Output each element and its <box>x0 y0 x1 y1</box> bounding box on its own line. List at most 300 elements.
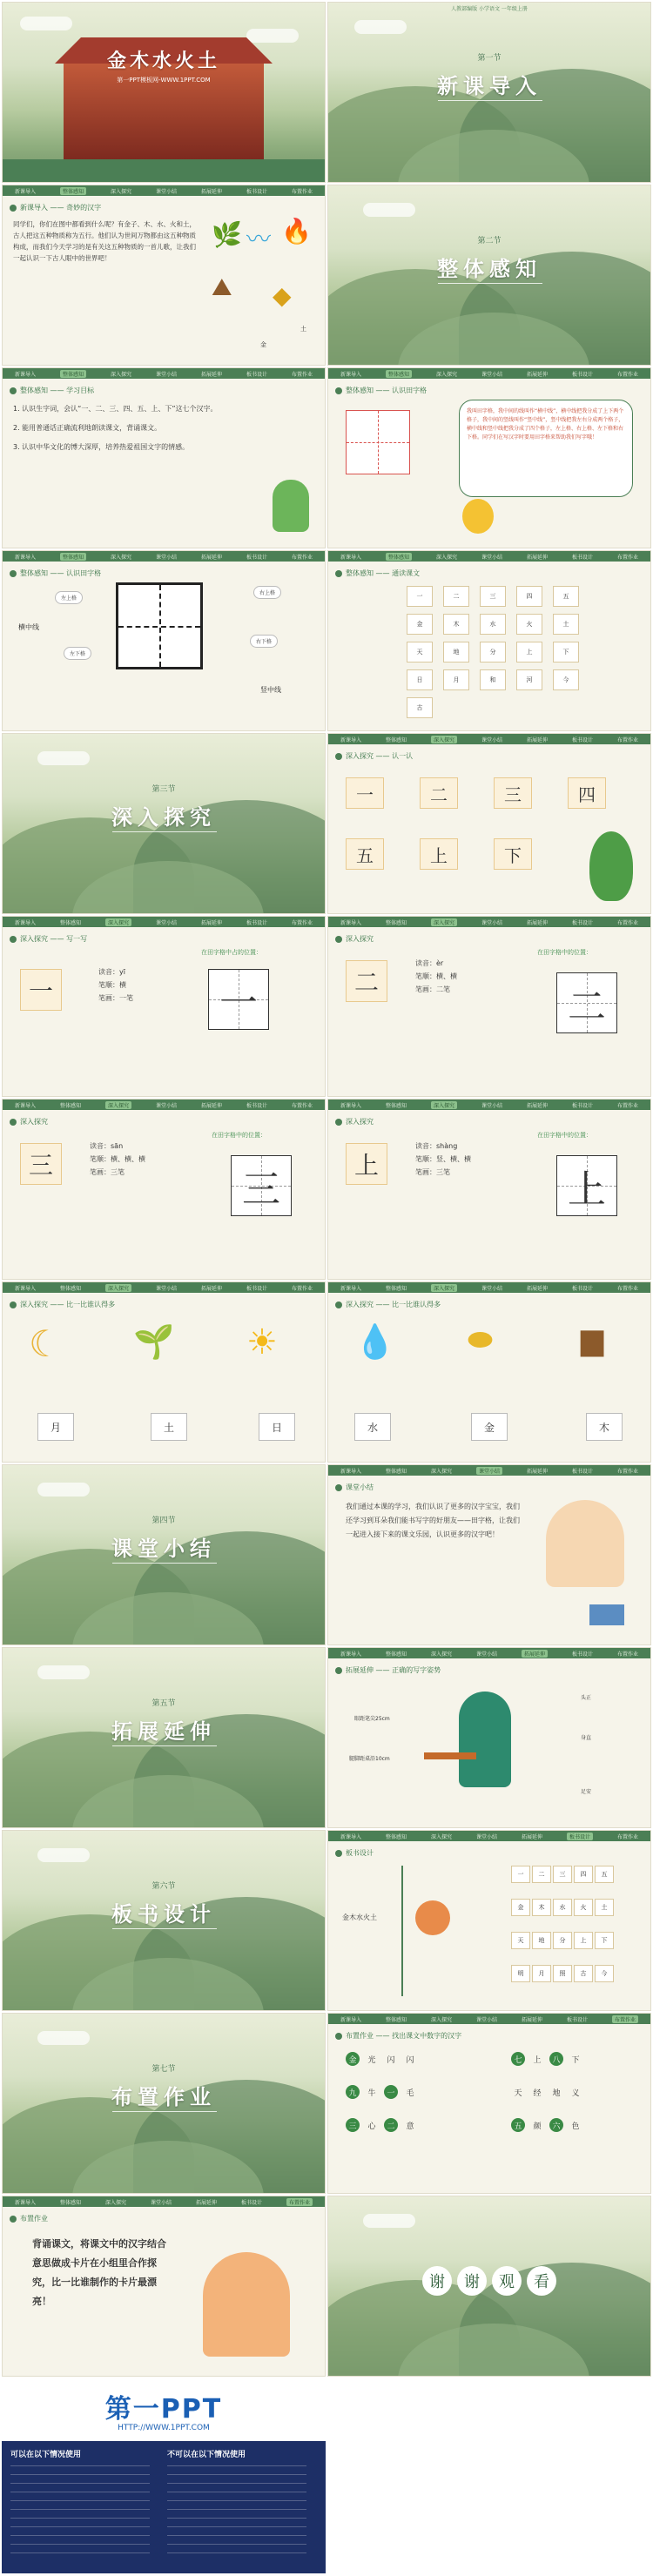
nav-item[interactable]: 深入探究 <box>110 188 131 195</box>
label-horizontal-line: 横中线 <box>18 623 39 631</box>
word-card[interactable]: 水 <box>354 1413 391 1441</box>
desk-icon <box>424 1752 476 1759</box>
bullet-icon <box>335 936 342 943</box>
char-stroke-order: 笔顺：横 <box>98 981 126 989</box>
nav-bar <box>328 551 650 562</box>
nav-item[interactable]: 板书设计 <box>246 371 267 378</box>
book-icon <box>589 1604 624 1625</box>
reading-char: 上 <box>516 642 542 662</box>
section-number: 第五节 <box>151 1699 176 1708</box>
cover-title: 金木水火土 <box>106 50 220 72</box>
nav-item[interactable]: 拓展延伸 <box>200 1285 222 1292</box>
nav-item-active[interactable]: 深入探究 <box>431 918 457 926</box>
idiom-char: 毛 <box>406 2088 414 2098</box>
nav-item[interactable]: 课堂小结 <box>155 371 177 378</box>
nav-item[interactable]: 板书设计 <box>571 554 593 561</box>
nav-item-active[interactable]: 深入探究 <box>431 1101 457 1109</box>
slide-reading[interactable] <box>327 550 651 731</box>
char-card[interactable]: 上 <box>420 838 458 870</box>
nav-item[interactable]: 课堂小结 <box>475 2016 497 2023</box>
nav-item-active[interactable]: 深入探究 <box>105 1284 131 1292</box>
board-char: 分 <box>553 1932 572 1949</box>
slide-board[interactable] <box>327 1830 651 2011</box>
word-card[interactable]: 月 <box>37 1413 74 1441</box>
nav-item-active[interactable]: 布置作业 <box>612 2015 638 2023</box>
nav-item[interactable]: 拓展延伸 <box>526 736 548 743</box>
bullet-icon <box>335 1301 342 1308</box>
nav-item[interactable]: 整体感知 <box>385 1833 407 1840</box>
nav-item[interactable]: 整体感知 <box>385 736 407 743</box>
board-char: 天 <box>511 1932 530 1949</box>
footer-link-list-right <box>167 2465 306 2561</box>
nav-item[interactable]: 整体感知 <box>59 919 81 926</box>
idiom-list-left <box>346 2052 417 2151</box>
nav-item[interactable]: 整体感知 <box>385 1468 407 1475</box>
nav-item-active[interactable]: 整体感知 <box>60 370 86 378</box>
reading-char: 今 <box>553 669 579 690</box>
board-char: 金 <box>511 1899 530 1916</box>
reading-char: 下 <box>553 642 579 662</box>
bullet-icon <box>10 570 17 577</box>
idiom-char: 八 <box>549 2052 563 2066</box>
nav-item[interactable]: 板书设计 <box>571 1102 593 1109</box>
char-card[interactable]: 四 <box>568 777 606 809</box>
nav-item[interactable]: 布置作业 <box>616 919 638 926</box>
reading-char: 和 <box>480 669 506 690</box>
nav-item[interactable]: 课堂小结 <box>155 919 177 926</box>
char-reading: 读音：yī <box>98 968 125 976</box>
slide-summary[interactable] <box>327 1464 651 1645</box>
idiom-row <box>511 2085 582 2099</box>
nav-item[interactable]: 板书设计 <box>246 919 267 926</box>
idiom-char: 闪 <box>406 2055 414 2065</box>
slide-header: 新课导入 —— 奇妙的汉字 <box>20 204 102 212</box>
student-desk-icon <box>203 2252 290 2357</box>
nav-item[interactable]: 布置作业 <box>291 1102 313 1109</box>
bullet-icon <box>10 387 17 394</box>
word-card[interactable]: 金 <box>471 1413 508 1441</box>
char-card[interactable]: 下 <box>494 838 532 870</box>
gold-ingot-icon: ⬬ <box>468 1322 494 1357</box>
thanks-char: 观 <box>492 2266 522 2296</box>
nav-item[interactable]: 新课导入 <box>14 919 36 926</box>
nav-item[interactable]: 新课导入 <box>340 554 361 561</box>
nav-bar <box>3 2196 325 2207</box>
nav-item[interactable]: 布置作业 <box>616 1468 638 1475</box>
reading-char: 月 <box>443 669 469 690</box>
gold-icon: ◆ <box>273 281 292 310</box>
nav-bar <box>328 1100 650 1110</box>
char-stroke-order: 笔顺：竖、横、横 <box>415 1155 471 1163</box>
char-reading: 读音：shàng <box>415 1142 458 1150</box>
nav-item[interactable]: 课堂小结 <box>481 554 502 561</box>
nav-item[interactable]: 课堂小结 <box>155 1102 177 1109</box>
elements-icon <box>415 1900 450 1935</box>
footer-cannot-title: 不可以在以下情况使用 <box>167 2451 246 2459</box>
word-card[interactable]: 木 <box>586 1413 623 1441</box>
slide-section-2[interactable] <box>327 185 651 366</box>
nav-item-active[interactable]: 课堂小结 <box>476 1467 502 1475</box>
slide-header: 布置作业 <box>20 2215 48 2223</box>
nav-item[interactable]: 布置作业 <box>291 919 313 926</box>
nav-bar <box>3 1100 325 1110</box>
reading-char: 土 <box>553 614 579 635</box>
bullet-icon <box>335 2033 342 2040</box>
footer-url: HTTP://WWW.1PPT.COM <box>118 2424 210 2432</box>
idiom-row <box>511 2118 582 2132</box>
sprout-icon: 🌱 <box>133 1322 175 1361</box>
char-card: 三 <box>20 1143 62 1185</box>
nav-bar <box>328 1648 650 1658</box>
nav-item[interactable]: 新课导入 <box>14 188 36 195</box>
nav-item[interactable]: 布置作业 <box>291 188 313 195</box>
slide-section-3[interactable] <box>2 733 326 914</box>
char-card[interactable]: 三 <box>494 777 532 809</box>
reading-char: 河 <box>516 669 542 690</box>
slide-compare-1[interactable] <box>2 1281 326 1463</box>
slide-homework-2[interactable] <box>2 2196 326 2377</box>
reading-char: 日 <box>407 669 433 690</box>
nav-item[interactable]: 新课导入 <box>14 1102 36 1109</box>
nav-item[interactable]: 新课导入 <box>340 371 361 378</box>
slide-header: 深入探究 <box>346 1118 374 1126</box>
nav-bar <box>328 368 650 379</box>
nav-item[interactable]: 新课导入 <box>14 2199 36 2206</box>
reading-char: 二 <box>443 586 469 607</box>
goal-item: 2. 能用普通话正确流利地朗读课文，背诵课文。 <box>13 424 162 432</box>
tianzige-char: 上 <box>556 1155 617 1216</box>
slide-compare-2[interactable] <box>327 1281 651 1463</box>
section-number: 第三节 <box>151 785 176 794</box>
nav-item-active[interactable]: 深入探究 <box>105 1101 131 1109</box>
nav-item[interactable]: 拓展延伸 <box>526 371 548 378</box>
char-card[interactable]: 一 <box>346 777 384 809</box>
idiom-char: 上 <box>533 2055 542 2065</box>
nav-item[interactable]: 板书设计 <box>571 1468 593 1475</box>
nav-item[interactable]: 板书设计 <box>246 1102 267 1109</box>
nav-item[interactable]: 课堂小结 <box>155 1285 177 1292</box>
nav-item[interactable]: 深入探究 <box>430 1468 452 1475</box>
nav-item[interactable]: 板书设计 <box>240 2199 262 2206</box>
nav-item[interactable]: 课堂小结 <box>481 919 502 926</box>
reading-char: 四 <box>516 586 542 607</box>
slide-homework[interactable] <box>327 2013 651 2194</box>
nav-bar <box>3 551 325 562</box>
nav-item[interactable]: 新课导入 <box>340 1651 361 1658</box>
slide-section-7[interactable] <box>2 2013 326 2194</box>
nav-item[interactable]: 布置作业 <box>616 554 638 561</box>
nav-item-active[interactable]: 整体感知 <box>60 553 86 561</box>
posture-label: 腿脚距桌沿10cm <box>349 1756 390 1762</box>
reading-char: 一 <box>407 586 433 607</box>
bullet-icon <box>335 1667 342 1674</box>
nav-item[interactable]: 课堂小结 <box>475 1833 497 1840</box>
slide-header: 布置作业 —— 找出课文中数字的汉字 <box>346 2032 462 2040</box>
nav-item[interactable]: 拓展延伸 <box>521 1833 542 1840</box>
idiom-char: 意 <box>406 2122 414 2131</box>
slide-header: 整体感知 —— 通读课文 <box>346 569 421 577</box>
char-card[interactable]: 五 <box>346 838 384 870</box>
nav-item[interactable]: 板书设计 <box>246 554 267 561</box>
nav-item[interactable]: 新课导入 <box>340 1285 361 1292</box>
idiom-char: 九 <box>346 2085 360 2099</box>
label-tu: 土 <box>300 326 306 333</box>
slide-header: 课堂小结 <box>346 1483 374 1491</box>
nav-item[interactable]: 拓展延伸 <box>526 1102 548 1109</box>
slide-header: 深入探究 —— 写一写 <box>20 935 88 943</box>
thanks-char: 看 <box>527 2266 556 2296</box>
board-title: 金木水火土 <box>342 1914 377 1921</box>
section-title: 新课导入 <box>437 74 542 98</box>
nav-item[interactable]: 整体感知 <box>59 2199 81 2206</box>
nav-item-active[interactable]: 整体感知 <box>60 187 86 195</box>
slide-stroke-yi[interactable] <box>2 916 326 1097</box>
footer-panel <box>2 2441 326 2573</box>
slide-header: 深入探究 —— 认一认 <box>346 752 414 760</box>
idiom-char: 光 <box>367 2055 376 2065</box>
nav-item[interactable]: 课堂小结 <box>475 1651 497 1658</box>
slide-header: 深入探究 <box>20 1118 48 1126</box>
cactus-mascot-icon <box>273 480 309 532</box>
slide-stroke-er[interactable] <box>327 916 651 1097</box>
reading-char: 火 <box>516 614 542 635</box>
slide-stroke-san[interactable] <box>2 1099 326 1280</box>
nav-item[interactable]: 拓展延伸 <box>200 919 222 926</box>
slide-section-4[interactable] <box>2 1464 326 1645</box>
nav-item[interactable]: 深入探究 <box>435 371 457 378</box>
slide-tianzige-1[interactable] <box>327 367 651 548</box>
nav-item[interactable]: 布置作业 <box>616 1833 638 1840</box>
nav-item-active[interactable]: 整体感知 <box>386 370 412 378</box>
nav-item[interactable]: 拓展延伸 <box>526 919 548 926</box>
nav-item-active[interactable]: 拓展延伸 <box>522 1650 548 1658</box>
nav-item[interactable]: 布置作业 <box>291 1285 313 1292</box>
nav-item[interactable]: 拓展延伸 <box>200 188 222 195</box>
nav-item[interactable]: 深入探究 <box>104 2199 126 2206</box>
nav-item[interactable]: 板书设计 <box>571 371 593 378</box>
nav-item[interactable]: 整体感知 <box>59 1102 81 1109</box>
nav-item[interactable]: 板书设计 <box>571 1285 593 1292</box>
nav-item[interactable]: 布置作业 <box>616 371 638 378</box>
bullet-icon <box>10 936 17 943</box>
nav-item[interactable]: 拓展延伸 <box>521 2016 542 2023</box>
water-icon: 〰 <box>246 225 272 253</box>
slide-section-5[interactable] <box>2 1647 326 1828</box>
word-card[interactable]: 日 <box>259 1413 295 1441</box>
slide-header: 深入探究 <box>346 935 374 943</box>
thanks-char: 谢 <box>457 2266 487 2296</box>
char-card[interactable]: 二 <box>420 777 458 809</box>
word-card[interactable]: 土 <box>151 1413 187 1441</box>
nav-item-active[interactable]: 布置作业 <box>286 2198 313 2206</box>
reading-char: 金 <box>407 614 433 635</box>
idiom-char: 义 <box>571 2088 580 2098</box>
position-label: 在田字格中的位置： <box>212 1132 266 1139</box>
section-title: 布置作业 <box>111 2085 216 2109</box>
nav-item[interactable]: 课堂小结 <box>155 554 177 561</box>
slide-goals[interactable] <box>2 367 326 548</box>
reading-char: 天 <box>407 642 433 662</box>
thanks-row <box>328 2266 650 2296</box>
slide-section-6[interactable] <box>2 1830 326 2011</box>
nav-item[interactable]: 深入探究 <box>430 1651 452 1658</box>
label-top-left: 左上格 <box>55 591 83 604</box>
tree-icon: 🌿 <box>212 220 242 249</box>
nav-item[interactable]: 拓展延伸 <box>200 554 222 561</box>
nav-item[interactable]: 布置作业 <box>616 736 638 743</box>
nav-item-active[interactable]: 深入探究 <box>431 736 457 743</box>
nav-item[interactable]: 布置作业 <box>291 371 313 378</box>
water-drop-icon: 💧 <box>354 1322 396 1361</box>
tianzige-large <box>116 582 203 669</box>
section-number: 第四节 <box>151 1517 176 1525</box>
position-label: 在田字格中占的位置： <box>201 949 262 956</box>
board-char: 土 <box>595 1899 614 1916</box>
char-stroke-count: 笔画：一笔 <box>98 994 133 1002</box>
nav-item[interactable]: 整体感知 <box>385 1285 407 1292</box>
nav-item[interactable]: 深入探究 <box>110 371 131 378</box>
thanks-char: 谢 <box>422 2266 452 2296</box>
idiom-char: 下 <box>571 2055 580 2065</box>
nav-item[interactable]: 布置作业 <box>291 554 313 561</box>
board-char: 下 <box>595 1932 614 1949</box>
nav-item[interactable]: 课堂小结 <box>150 2199 172 2206</box>
nav-item[interactable]: 新课导入 <box>340 919 361 926</box>
nav-item[interactable]: 板书设计 <box>246 188 267 195</box>
slide-cover[interactable] <box>2 2 326 183</box>
section-title: 整体感知 <box>437 257 542 281</box>
slide-stroke-shang[interactable] <box>327 1099 651 1280</box>
slide-section-1[interactable] <box>327 2 651 183</box>
nav-item[interactable]: 课堂小结 <box>481 371 502 378</box>
nav-bar <box>328 1282 650 1293</box>
nav-item-active[interactable]: 深入探究 <box>105 918 131 926</box>
bullet-icon <box>335 1119 342 1126</box>
nav-item[interactable]: 板书设计 <box>566 2016 588 2023</box>
nav-item[interactable]: 拓展延伸 <box>200 371 222 378</box>
tianzige-char: 三 <box>231 1155 292 1216</box>
label-bottom-right: 右下格 <box>250 635 278 648</box>
nav-item[interactable]: 拓展延伸 <box>526 554 548 561</box>
idiom-char: 金 <box>346 2052 360 2066</box>
board-char: 地 <box>532 1932 551 1949</box>
nav-item[interactable]: 新课导入 <box>14 371 36 378</box>
goal-item: 1. 认识生字词，会认“一、二、三、四、五、上、下”这七个汉字。 <box>13 405 218 413</box>
nav-item[interactable]: 课堂小结 <box>155 188 177 195</box>
bullet-icon <box>335 387 342 394</box>
board-char: 五 <box>595 1866 614 1883</box>
slide-header: 深入探究 —— 比一比谁认得多 <box>346 1301 441 1308</box>
section-number: 第二节 <box>477 237 502 245</box>
nav-item[interactable]: 布置作业 <box>616 1285 638 1292</box>
nav-item[interactable]: 整体感知 <box>59 1285 81 1292</box>
slide-recognize[interactable] <box>327 733 651 914</box>
nav-item[interactable]: 整体感知 <box>385 2016 407 2023</box>
nav-item[interactable]: 拓展延伸 <box>200 1102 222 1109</box>
nav-bar <box>3 368 325 379</box>
slide-extend[interactable] <box>327 1647 651 1828</box>
bullet-icon <box>335 1484 342 1491</box>
reading-char: 地 <box>443 642 469 662</box>
nav-item[interactable]: 板书设计 <box>246 1285 267 1292</box>
nav-item[interactable]: 课堂小结 <box>481 1285 502 1292</box>
nav-item[interactable]: 板书设计 <box>571 919 593 926</box>
nav-item-active[interactable]: 整体感知 <box>386 553 412 561</box>
nav-item[interactable]: 拓展延伸 <box>195 2199 217 2206</box>
nav-item-active[interactable]: 深入探究 <box>431 1284 457 1292</box>
nav-item[interactable]: 新课导入 <box>14 554 36 561</box>
reading-char: 五 <box>553 586 579 607</box>
nav-item[interactable]: 新课导入 <box>340 1468 361 1475</box>
slide-intro[interactable] <box>2 185 326 366</box>
idiom-row <box>346 2052 417 2066</box>
char-stroke-order: 笔顺：横、横 <box>415 972 457 980</box>
nav-item[interactable]: 整体感知 <box>385 919 407 926</box>
nav-item[interactable]: 深入探究 <box>435 554 457 561</box>
speech-bubble: 我叫田字格，我中间的线叫作“横中线”，横中线把我分成了上下两个格子，我中间的竖线叫作“竖中线”，竖中线把我左右分成两个格子，横中线和竖中线把我分成了四个格子，左上格、右上格、左下格和右下格。同学们在写汉字时要用田字格来帮助我们写字哦！ <box>459 400 633 497</box>
idiom-char: 六 <box>549 2118 563 2132</box>
nav-bar <box>328 1831 650 1841</box>
nav-item[interactable]: 板书设计 <box>571 736 593 743</box>
nav-bar <box>3 917 325 927</box>
nav-bar <box>328 2014 650 2024</box>
nav-bar <box>3 185 325 196</box>
board-char: 今 <box>595 1965 614 1982</box>
char-stroke-count: 笔画：三笔 <box>90 1168 125 1176</box>
board-char: 二 <box>532 1866 551 1883</box>
nav-item[interactable]: 拓展延伸 <box>526 1285 548 1292</box>
nav-item-active[interactable]: 板书设计 <box>567 1833 593 1840</box>
bullet-icon <box>335 753 342 760</box>
soil-icon: ⛰ <box>212 272 232 301</box>
nav-item[interactable]: 板书设计 <box>571 1651 593 1658</box>
tree-stump-icon: ▆ <box>581 1322 604 1357</box>
nav-item[interactable]: 新课导入 <box>14 1285 36 1292</box>
board-char: 明 <box>511 1965 530 1982</box>
nav-item[interactable]: 整体感知 <box>385 1651 407 1658</box>
bullet-icon <box>335 570 342 577</box>
label-vertical-line: 竖中线 <box>260 686 281 694</box>
idiom-char: 颜 <box>533 2122 542 2131</box>
nav-item[interactable]: 布置作业 <box>616 1651 638 1658</box>
bullet-icon <box>10 2216 17 2223</box>
section-number: 第六节 <box>151 1882 176 1891</box>
nav-item[interactable]: 拓展延伸 <box>526 1468 548 1475</box>
nav-item[interactable]: 整体感知 <box>385 1102 407 1109</box>
section-title: 深入探究 <box>111 805 216 830</box>
nav-item[interactable]: 深入探究 <box>430 2016 452 2023</box>
nav-item[interactable]: 深入探究 <box>110 554 131 561</box>
nav-item[interactable]: 新课导入 <box>340 1102 361 1109</box>
slide-tianzige-2[interactable] <box>2 550 326 731</box>
slide-thanks[interactable] <box>327 2196 651 2377</box>
nav-item[interactable]: 新课导入 <box>340 736 361 743</box>
nav-item[interactable]: 课堂小结 <box>481 1102 502 1109</box>
nav-item[interactable]: 新课导入 <box>340 1833 361 1840</box>
reading-char: 木 <box>443 614 469 635</box>
nav-bar <box>3 1282 325 1293</box>
nav-item[interactable]: 新课导入 <box>340 2016 361 2023</box>
section-title: 板书设计 <box>111 1902 216 1927</box>
char-card: 一 <box>20 969 62 1011</box>
tianzige-grid <box>346 410 410 474</box>
nav-item[interactable]: 课堂小结 <box>481 736 502 743</box>
slide-header: 拓展延伸 —— 正确的写字姿势 <box>346 1666 441 1674</box>
homework-text: 背诵课文，将课文中的汉字结合意思做成卡片在小组里合作探究，比一比谁制作的卡片最漂亮！ <box>32 2238 166 2307</box>
nav-item[interactable]: 布置作业 <box>616 1102 638 1109</box>
slide-header: 整体感知 —— 认识田字格 <box>346 387 427 394</box>
nav-item[interactable]: 深入探究 <box>430 1833 452 1840</box>
